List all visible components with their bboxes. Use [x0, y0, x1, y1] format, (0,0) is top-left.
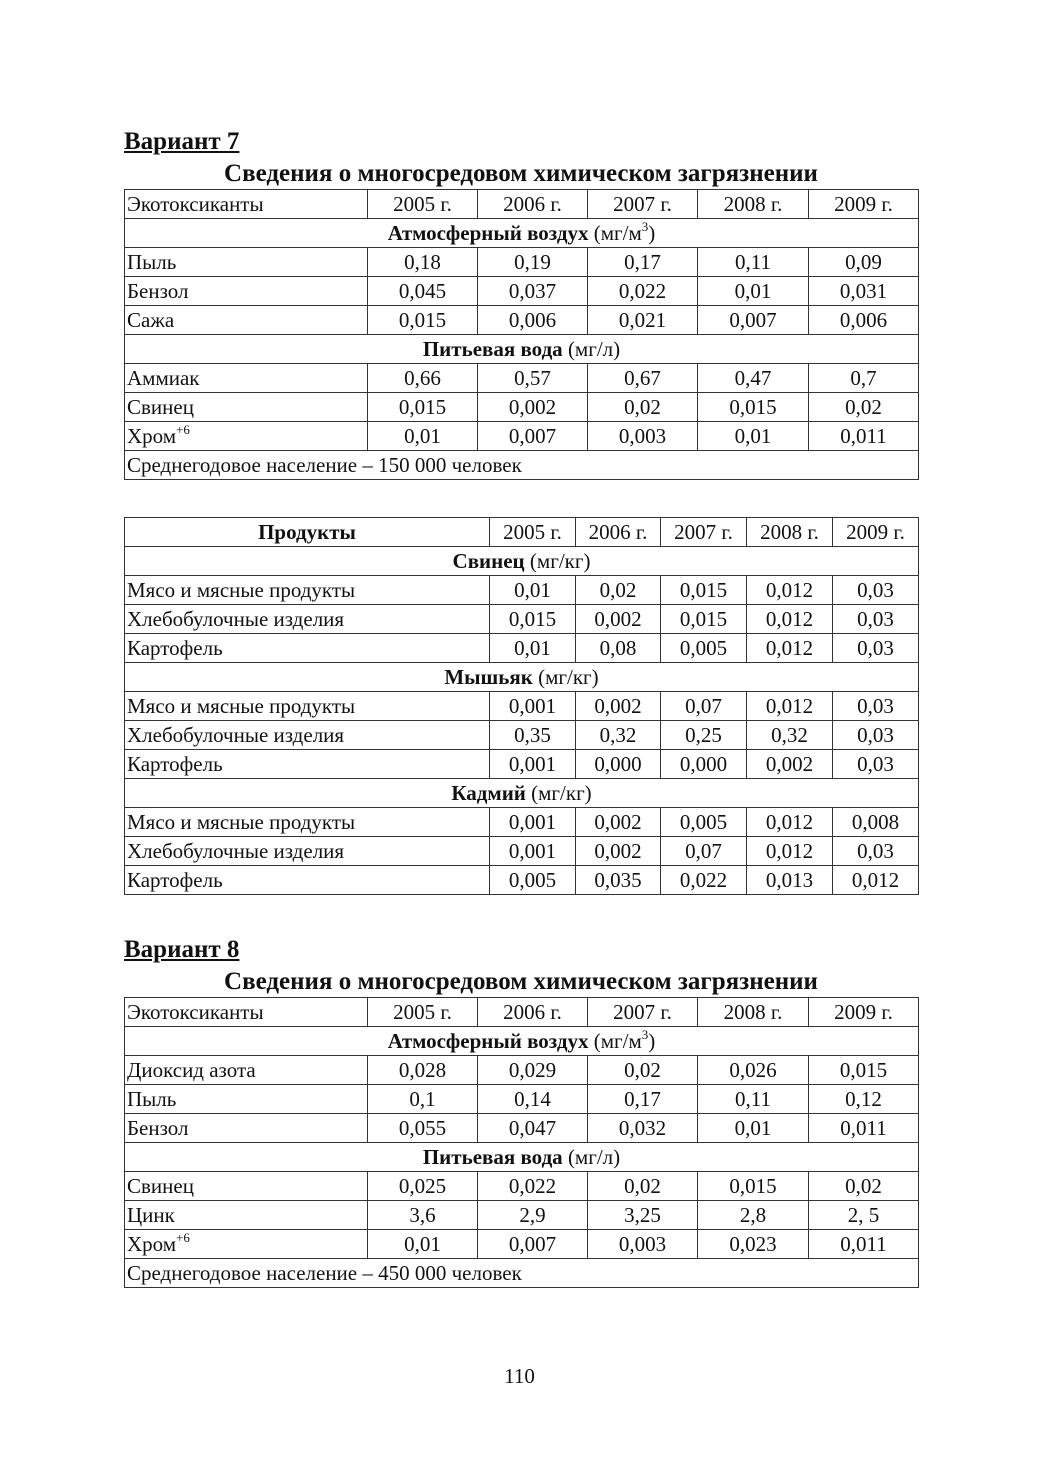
table-row — [125, 1056, 919, 1085]
cell-value: 0,08 — [576, 634, 661, 663]
cell-value: 0,02 — [809, 1172, 919, 1201]
cell-value: 0,07 — [661, 692, 747, 721]
cell-value: 0,001 — [490, 750, 576, 779]
cell-value: 0,66 — [368, 364, 478, 393]
section-heading — [125, 547, 919, 576]
column-header: 2005 г. — [490, 518, 576, 547]
table-row — [125, 1172, 919, 1201]
section-title: Свинец — [452, 549, 525, 573]
population-row — [125, 451, 919, 480]
cell-value: 0,007 — [478, 1230, 588, 1259]
variant-8-pollution-table — [124, 997, 919, 1288]
section-title: Кадмий — [451, 781, 526, 805]
cell-value: 0,7 — [809, 364, 919, 393]
cell-value: 0,02 — [576, 576, 661, 605]
row-label: Пыль — [125, 248, 368, 277]
cell-value: 0,03 — [833, 692, 919, 721]
section-title: Мышьяк — [444, 665, 533, 689]
cell-value: 0,47 — [698, 364, 809, 393]
cell-value: 0,006 — [478, 306, 588, 335]
table-row — [125, 808, 919, 837]
column-header: 2007 г. — [661, 518, 747, 547]
cell-value: 0,32 — [747, 721, 833, 750]
cell-value: 0,01 — [368, 1230, 478, 1259]
row-label: Сажа — [125, 306, 368, 335]
cell-value: 0,011 — [809, 422, 919, 451]
cell-value: 0,015 — [698, 1172, 809, 1201]
row-label: Хлебобулочные изделия — [125, 605, 490, 634]
section-unit: (мг/л) — [567, 1145, 621, 1169]
unit-superscript: 3 — [641, 219, 649, 234]
cell-value: 0,025 — [368, 1172, 478, 1201]
cell-value: 0,02 — [588, 1172, 698, 1201]
section-unit: (мг/м — [593, 221, 642, 245]
column-header: 2009 г. — [833, 518, 919, 547]
column-header: Экотоксиканты — [125, 998, 368, 1027]
row-label: Мясо и мясные продукты — [125, 576, 490, 605]
cell-value: 0,015 — [809, 1056, 919, 1085]
row-label: Мясо и мясные продукты — [125, 692, 490, 721]
cell-value: 0,013 — [747, 866, 833, 895]
section-heading — [125, 219, 919, 248]
cell-value: 0,18 — [368, 248, 478, 277]
row-label: Картофель — [125, 634, 490, 663]
cell-value: 3,6 — [368, 1201, 478, 1230]
cell-value: 2,8 — [698, 1201, 809, 1230]
cell-value: 0,000 — [661, 750, 747, 779]
cell-value: 0,01 — [698, 1114, 809, 1143]
cell-value: 0,005 — [661, 634, 747, 663]
column-header: 2007 г. — [588, 190, 698, 219]
cell-value: 0,029 — [478, 1056, 588, 1085]
row-label: Бензол — [125, 1114, 368, 1143]
section-unit: (мг/кг) — [531, 781, 592, 805]
cell-value: 0,1 — [368, 1085, 478, 1114]
row-label: Диоксид азота — [125, 1056, 368, 1085]
cell-value: 0,03 — [833, 634, 919, 663]
unit-superscript: 3 — [641, 1027, 649, 1042]
cell-value: 0,032 — [588, 1114, 698, 1143]
column-header: 2006 г. — [478, 998, 588, 1027]
cell-value: 0,002 — [478, 393, 588, 422]
table-row — [125, 576, 919, 605]
cell-value: 0,25 — [661, 721, 747, 750]
column-header: Продукты — [125, 518, 490, 547]
table-row — [125, 1114, 919, 1143]
cell-value: 0,01 — [698, 422, 809, 451]
variant-8-heading: Вариант 8 — [124, 936, 240, 963]
column-header: 2008 г. — [698, 998, 809, 1027]
table-row — [125, 1201, 919, 1230]
table-row — [125, 866, 919, 895]
row-label — [125, 1230, 368, 1259]
table-row — [125, 277, 919, 306]
cell-value: 0,02 — [588, 393, 698, 422]
cell-value: 0,003 — [588, 422, 698, 451]
cell-value: 0,037 — [478, 277, 588, 306]
column-header: 2009 г. — [809, 998, 919, 1027]
section-heading — [125, 663, 919, 692]
cell-value: 0,002 — [576, 808, 661, 837]
table-row — [125, 721, 919, 750]
section-title: Питьевая вода — [422, 1145, 563, 1169]
column-header: 2005 г. — [368, 998, 478, 1027]
cell-value: 0,09 — [809, 248, 919, 277]
table-header-row — [125, 518, 919, 547]
cell-value: 0,055 — [368, 1114, 478, 1143]
cell-value: 0,015 — [661, 576, 747, 605]
column-header: 2005 г. — [368, 190, 478, 219]
cell-value: 2,9 — [478, 1201, 588, 1230]
section-row-water — [125, 1143, 919, 1172]
population-note: Среднегодовое население – 450 000 человек — [125, 1259, 919, 1288]
variant-7-products-table — [124, 517, 919, 895]
variant-7-title: Сведения о многосредовом химическом загрязнении — [224, 160, 818, 187]
table-row — [125, 605, 919, 634]
cell-value: 0,32 — [576, 721, 661, 750]
cell-value: 0,012 — [747, 808, 833, 837]
population-note: Среднегодовое население – 150 000 человек — [125, 451, 919, 480]
section-title: Атмосферный воздух — [387, 1029, 589, 1053]
cell-value: 0,07 — [661, 837, 747, 866]
column-header: 2008 г. — [698, 190, 809, 219]
cell-value: 0,19 — [478, 248, 588, 277]
cell-value: 0,021 — [588, 306, 698, 335]
table-row — [125, 364, 919, 393]
column-header: 2007 г. — [588, 998, 698, 1027]
cell-value: 0,03 — [833, 605, 919, 634]
table-row — [125, 248, 919, 277]
table-header-row — [125, 190, 919, 219]
cell-value: 0,003 — [588, 1230, 698, 1259]
cell-value: 0,012 — [747, 605, 833, 634]
cell-value: 0,015 — [490, 605, 576, 634]
cell-value: 2, 5 — [809, 1201, 919, 1230]
population-row — [125, 1259, 919, 1288]
column-header: 2006 г. — [576, 518, 661, 547]
section-row-air — [125, 1027, 919, 1056]
cell-value: 0,17 — [588, 1085, 698, 1114]
section-heading — [125, 1027, 919, 1056]
page-number: 110 — [504, 1364, 535, 1388]
table-row — [125, 634, 919, 663]
row-label: Свинец — [125, 1172, 368, 1201]
table-row — [125, 422, 919, 451]
variant-7-heading: Вариант 7 — [124, 128, 240, 155]
cell-value: 0,01 — [698, 277, 809, 306]
label-superscript: +6 — [176, 422, 190, 437]
table-row — [125, 306, 919, 335]
row-label: Аммиак — [125, 364, 368, 393]
cell-value: 0,000 — [576, 750, 661, 779]
cell-value: 0,03 — [833, 576, 919, 605]
cell-value: 0,022 — [478, 1172, 588, 1201]
cell-value: 0,015 — [368, 306, 478, 335]
cell-value: 0,01 — [490, 576, 576, 605]
cell-value: 0,002 — [576, 837, 661, 866]
cell-value: 0,022 — [588, 277, 698, 306]
unit-close: ) — [648, 221, 656, 245]
label-superscript: +6 — [176, 1230, 190, 1245]
cell-value: 0,03 — [833, 721, 919, 750]
cell-value: 0,03 — [833, 837, 919, 866]
cell-value: 0,11 — [698, 1085, 809, 1114]
cell-value: 0,012 — [833, 866, 919, 895]
cell-value: 0,011 — [809, 1230, 919, 1259]
cell-value: 0,02 — [588, 1056, 698, 1085]
variant-7-pollution-table — [124, 189, 919, 480]
cell-value: 0,007 — [698, 306, 809, 335]
cell-value: 0,031 — [809, 277, 919, 306]
row-label: Мясо и мясные продукты — [125, 808, 490, 837]
row-label: Картофель — [125, 866, 490, 895]
column-header: 2006 г. — [478, 190, 588, 219]
row-label: Цинк — [125, 1201, 368, 1230]
cell-value: 0,008 — [833, 808, 919, 837]
table-row — [125, 837, 919, 866]
section-row-cadmium — [125, 779, 919, 808]
cell-value: 0,005 — [661, 808, 747, 837]
cell-value: 0,012 — [747, 837, 833, 866]
section-heading — [125, 1143, 919, 1172]
cell-value: 0,047 — [478, 1114, 588, 1143]
cell-value: 0,57 — [478, 364, 588, 393]
row-label: Хлебобулочные изделия — [125, 837, 490, 866]
cell-value: 0,002 — [576, 605, 661, 634]
table-row — [125, 1230, 919, 1259]
row-label: Бензол — [125, 277, 368, 306]
cell-value: 3,25 — [588, 1201, 698, 1230]
section-title: Атмосферный воздух — [387, 221, 589, 245]
cell-value: 0,01 — [368, 422, 478, 451]
cell-value: 0,17 — [588, 248, 698, 277]
column-header: Экотоксиканты — [125, 190, 368, 219]
row-label: Пыль — [125, 1085, 368, 1114]
cell-value: 0,002 — [576, 692, 661, 721]
section-title: Питьевая вода — [422, 337, 563, 361]
cell-value: 0,015 — [368, 393, 478, 422]
cell-value: 0,67 — [588, 364, 698, 393]
column-header: 2008 г. — [747, 518, 833, 547]
cell-value: 0,005 — [490, 866, 576, 895]
row-label: Картофель — [125, 750, 490, 779]
table-row — [125, 393, 919, 422]
cell-value: 0,11 — [698, 248, 809, 277]
cell-value: 0,12 — [809, 1085, 919, 1114]
table-row — [125, 692, 919, 721]
section-row-water — [125, 335, 919, 364]
cell-value: 0,012 — [747, 692, 833, 721]
section-row-lead — [125, 547, 919, 576]
section-unit: (мг/кг) — [529, 549, 591, 573]
cell-value: 0,001 — [490, 692, 576, 721]
section-unit: (мг/кг) — [538, 665, 599, 689]
cell-value: 0,02 — [809, 393, 919, 422]
row-label — [125, 422, 368, 451]
cell-value: 0,007 — [478, 422, 588, 451]
unit-close: ) — [648, 1029, 656, 1053]
cell-value: 0,022 — [661, 866, 747, 895]
section-heading — [125, 779, 919, 808]
cell-value: 0,023 — [698, 1230, 809, 1259]
row-label: Свинец — [125, 393, 368, 422]
cell-value: 0,045 — [368, 277, 478, 306]
table-header-row — [125, 998, 919, 1027]
cell-value: 0,012 — [747, 576, 833, 605]
row-label-text: Хром — [127, 1232, 177, 1256]
cell-value: 0,006 — [809, 306, 919, 335]
row-label: Хлебобулочные изделия — [125, 721, 490, 750]
cell-value: 0,035 — [576, 866, 661, 895]
table-row — [125, 750, 919, 779]
table-row — [125, 1085, 919, 1114]
cell-value: 0,026 — [698, 1056, 809, 1085]
variant-8-title: Сведения о многосредовом химическом загрязнении — [224, 968, 818, 995]
cell-value: 0,015 — [661, 605, 747, 634]
cell-value: 0,028 — [368, 1056, 478, 1085]
section-unit: (мг/м — [593, 1029, 642, 1053]
section-row-arsenic — [125, 663, 919, 692]
cell-value: 0,015 — [698, 393, 809, 422]
cell-value: 0,14 — [478, 1085, 588, 1114]
column-header: 2009 г. — [809, 190, 919, 219]
cell-value: 0,03 — [833, 750, 919, 779]
section-row-air — [125, 219, 919, 248]
cell-value: 0,001 — [490, 808, 576, 837]
cell-value: 0,001 — [490, 837, 576, 866]
section-unit: (мг/л) — [567, 337, 621, 361]
cell-value: 0,012 — [747, 634, 833, 663]
row-label-text: Хром — [127, 424, 177, 448]
cell-value: 0,01 — [490, 634, 576, 663]
cell-value: 0,002 — [747, 750, 833, 779]
cell-value: 0,35 — [490, 721, 576, 750]
section-heading — [125, 335, 919, 364]
cell-value: 0,011 — [809, 1114, 919, 1143]
